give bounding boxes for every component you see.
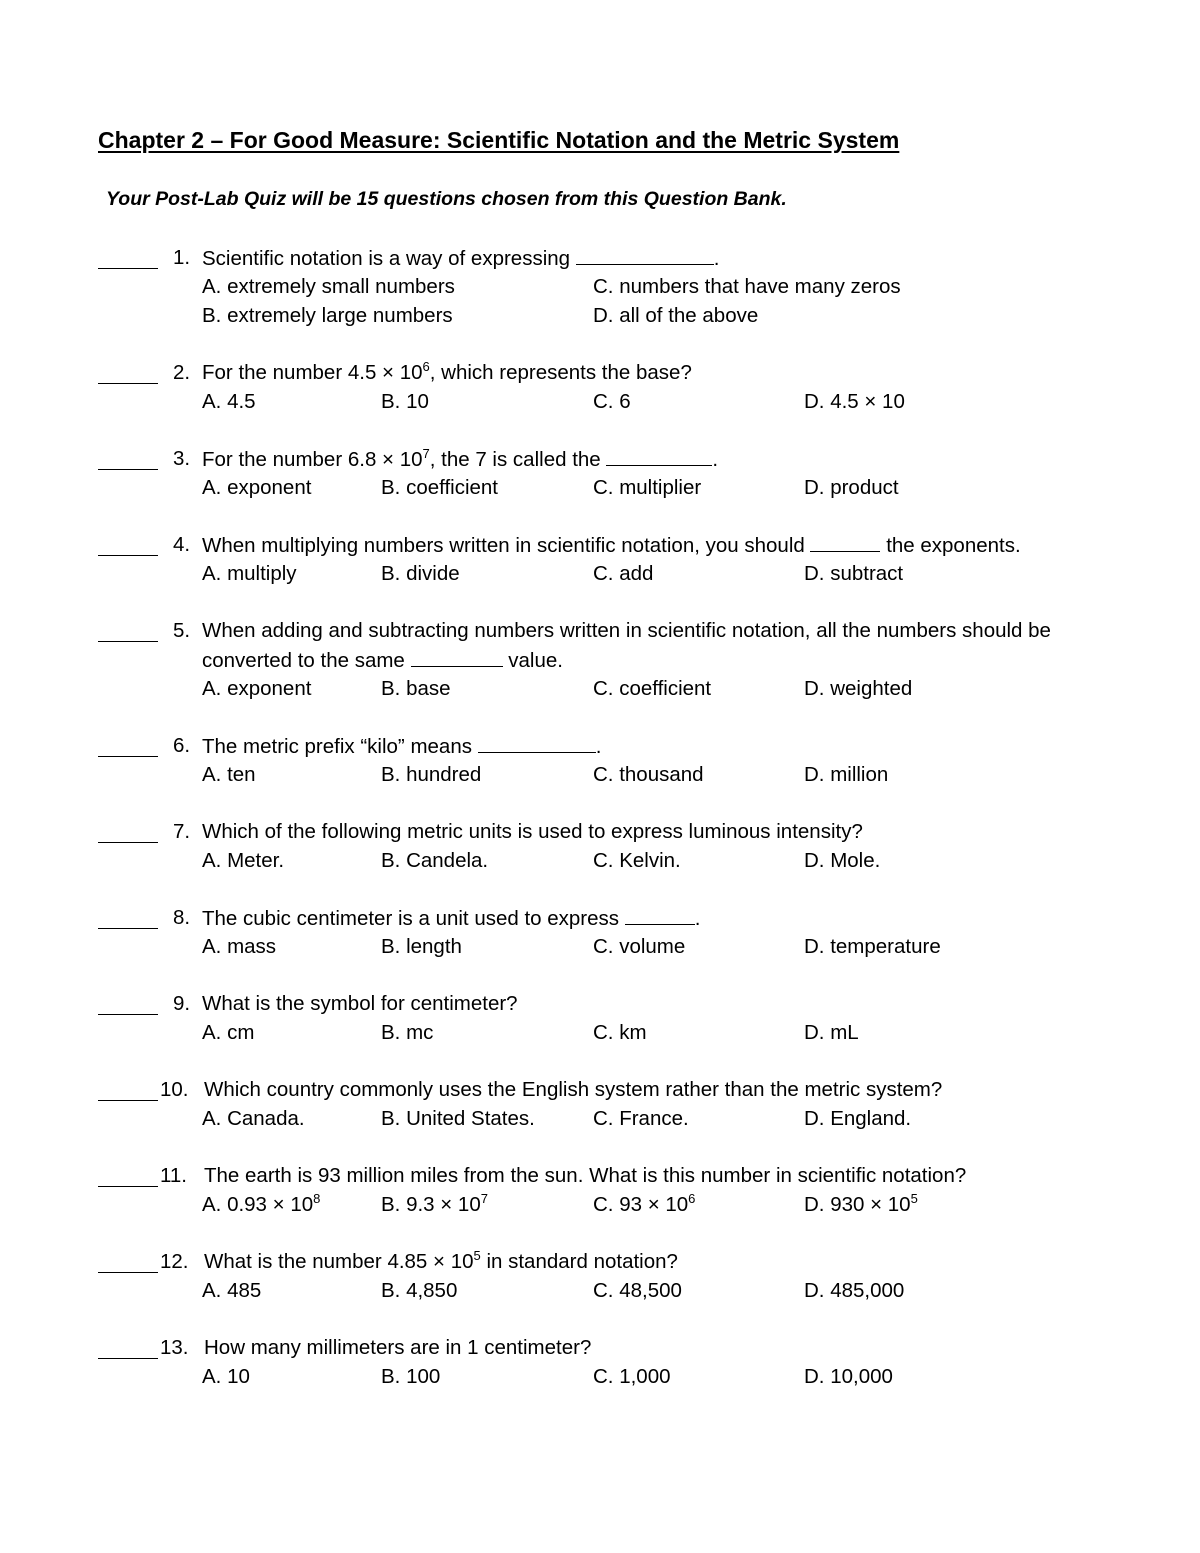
option-a[interactable]: A. exponent [202,476,312,499]
question-text: How many millimeters are in 1 centimeter? [204,1336,592,1359]
fill-blank [606,447,712,466]
fill-blank [576,246,714,265]
option-d[interactable]: D. mL [804,1021,859,1044]
option-d[interactable]: D. 4.5 × 10 [804,390,905,413]
option-a[interactable]: A. 10 [202,1365,250,1388]
question-9 [0,992,1200,1050]
question-text: Which country commonly uses the English system rather than the metric system? [204,1078,943,1101]
option-a[interactable]: A. exponent [202,677,312,700]
option-d[interactable]: D. all of the above [593,304,759,327]
question-number: 12. [160,1250,189,1273]
quiz-instructions: Your Post-Lab Quiz will be 15 questions chosen from this Question Bank. [106,188,787,210]
question-6 [0,734,1200,792]
fill-blank [810,533,880,552]
option-c[interactable]: C. thousand [593,763,704,786]
question-number: 2. [173,361,191,384]
answer-blank[interactable] [98,533,158,556]
option-c[interactable]: C. numbers that have many zeros [593,275,901,298]
question-text: When multiplying numbers written in scientific notation, you should the exponents. [202,534,1021,557]
answer-blank[interactable] [98,992,158,1015]
option-c[interactable]: C. volume [593,935,686,958]
option-b[interactable]: B. coefficient [381,476,498,499]
question-number: 8. [173,906,191,929]
page-title: Chapter 2 – For Good Measure: Scientific Notation and the Metric System [98,127,900,153]
answer-blank[interactable] [98,1164,158,1187]
option-c[interactable]: C. coefficient [593,677,712,700]
option-d[interactable]: D. million [804,763,889,786]
question-1 [0,246,1200,333]
option-b[interactable]: B. United States. [381,1107,535,1130]
question-number: 13. [160,1336,189,1359]
question-number: 10. [160,1078,189,1101]
option-c[interactable]: C. 6 [593,390,631,413]
option-d[interactable]: D. subtract [804,562,904,585]
question-13 [0,1336,1200,1394]
question-number: 1. [173,246,191,269]
question-2 [0,361,1200,419]
option-b[interactable]: B. 100 [381,1365,441,1388]
option-a[interactable]: A. 485 [202,1279,262,1302]
question-text: Scientific notation is a way of expressing . [202,247,720,270]
question-4 [0,533,1200,591]
answer-blank[interactable] [98,246,158,269]
question-text: What is the number $4.85 \times 10^5$ in standard notation? [204,1248,678,1273]
option-d[interactable]: D. 485,000 [804,1279,905,1302]
question-number: 7. [173,820,191,843]
question-number: 5. [173,619,191,642]
question-text: The cubic centimeter is a unit used to express . [202,907,701,930]
option-b[interactable]: B. mc [381,1021,434,1044]
option-c[interactable]: C. 48,500 [593,1279,682,1302]
question-text: For the number $4.5 \times 10^6$, which represents the base? [202,359,692,384]
option-c[interactable]: C. Kelvin. [593,849,681,872]
option-d[interactable]: D. product [804,476,899,499]
option-d[interactable]: D. weighted [804,677,913,700]
option-b[interactable]: B. length [381,935,462,958]
question-number: 9. [173,992,191,1015]
option-b[interactable]: B. 10 [381,390,429,413]
option-a[interactable]: A. mass [202,935,277,958]
question-text: Which of the following metric units is used to express luminous intensity? [202,820,863,843]
question-7 [0,820,1200,878]
question-text: When adding and subtracting numbers written in scientific notation, all the numbers should be [202,619,1051,642]
question-12 [0,1250,1200,1308]
fill-blank [411,648,503,667]
option-a[interactable]: A. Canada. [202,1107,305,1130]
option-b[interactable]: B. base [381,677,451,700]
option-d[interactable]: D. Mole. [804,849,881,872]
option-d[interactable]: D. 10,000 [804,1365,893,1388]
option-b[interactable]: B. divide [381,562,460,585]
question-number: 4. [173,533,191,556]
answer-blank[interactable] [98,361,158,384]
fill-blank [625,906,695,925]
fill-blank [478,734,596,753]
answer-blank[interactable] [98,820,158,843]
option-c[interactable]: C. multiplier [593,476,702,499]
option-a[interactable]: A. cm [202,1021,255,1044]
question-number: 3. [173,447,191,470]
option-c[interactable]: C. add [593,562,654,585]
option-c[interactable]: C. km [593,1021,647,1044]
answer-blank[interactable] [98,447,158,470]
question-11 [0,1164,1200,1222]
answer-blank[interactable] [98,734,158,757]
question-10 [0,1078,1200,1136]
question-text: The metric prefix “kilo” means . [202,735,602,758]
question-8 [0,906,1200,964]
question-text: What is the symbol for centimeter? [202,992,518,1015]
question-text: The earth is 93 million miles from the sun. What is this number in scientific notation? [204,1164,967,1187]
option-a[interactable]: A. multiply [202,562,297,585]
answer-blank[interactable] [98,906,158,929]
question-text-continued: converted to the same value. [202,649,563,672]
option-d[interactable]: D. $930 \times 10^5$ [804,1191,918,1216]
answer-blank[interactable] [98,1336,158,1359]
option-c[interactable]: C. France. [593,1107,689,1130]
option-a[interactable]: A. ten [202,763,256,786]
option-c[interactable]: C. 1,000 [593,1365,671,1388]
option-a[interactable]: A. $0.93 \times 10^8$ [202,1191,321,1216]
question-text: For the number $6.8 \times 10^7$, the 7 is called the . [202,446,719,471]
option-a[interactable]: A. extremely small numbers [202,275,455,298]
option-b[interactable]: B. 4,850 [381,1279,458,1302]
question-3 [0,447,1200,505]
option-b[interactable]: B. $9.3 \times 10^7$ [381,1191,488,1216]
option-d[interactable]: D. temperature [804,935,941,958]
option-d[interactable]: D. England. [804,1107,912,1130]
question-number: 11. [160,1164,187,1187]
question-5 [0,619,1200,706]
option-b[interactable]: B. hundred [381,763,482,786]
option-a[interactable]: A. Meter. [202,849,285,872]
answer-blank[interactable] [98,1250,158,1273]
answer-blank[interactable] [98,1078,158,1101]
option-c[interactable]: C. $93 \times 10^6$ [593,1191,696,1216]
option-a[interactable]: A. 4.5 [202,390,256,413]
question-number: 6. [173,734,191,757]
option-b[interactable]: B. extremely large numbers [202,304,453,327]
answer-blank[interactable] [98,619,158,642]
option-b[interactable]: B. Candela. [381,849,489,872]
